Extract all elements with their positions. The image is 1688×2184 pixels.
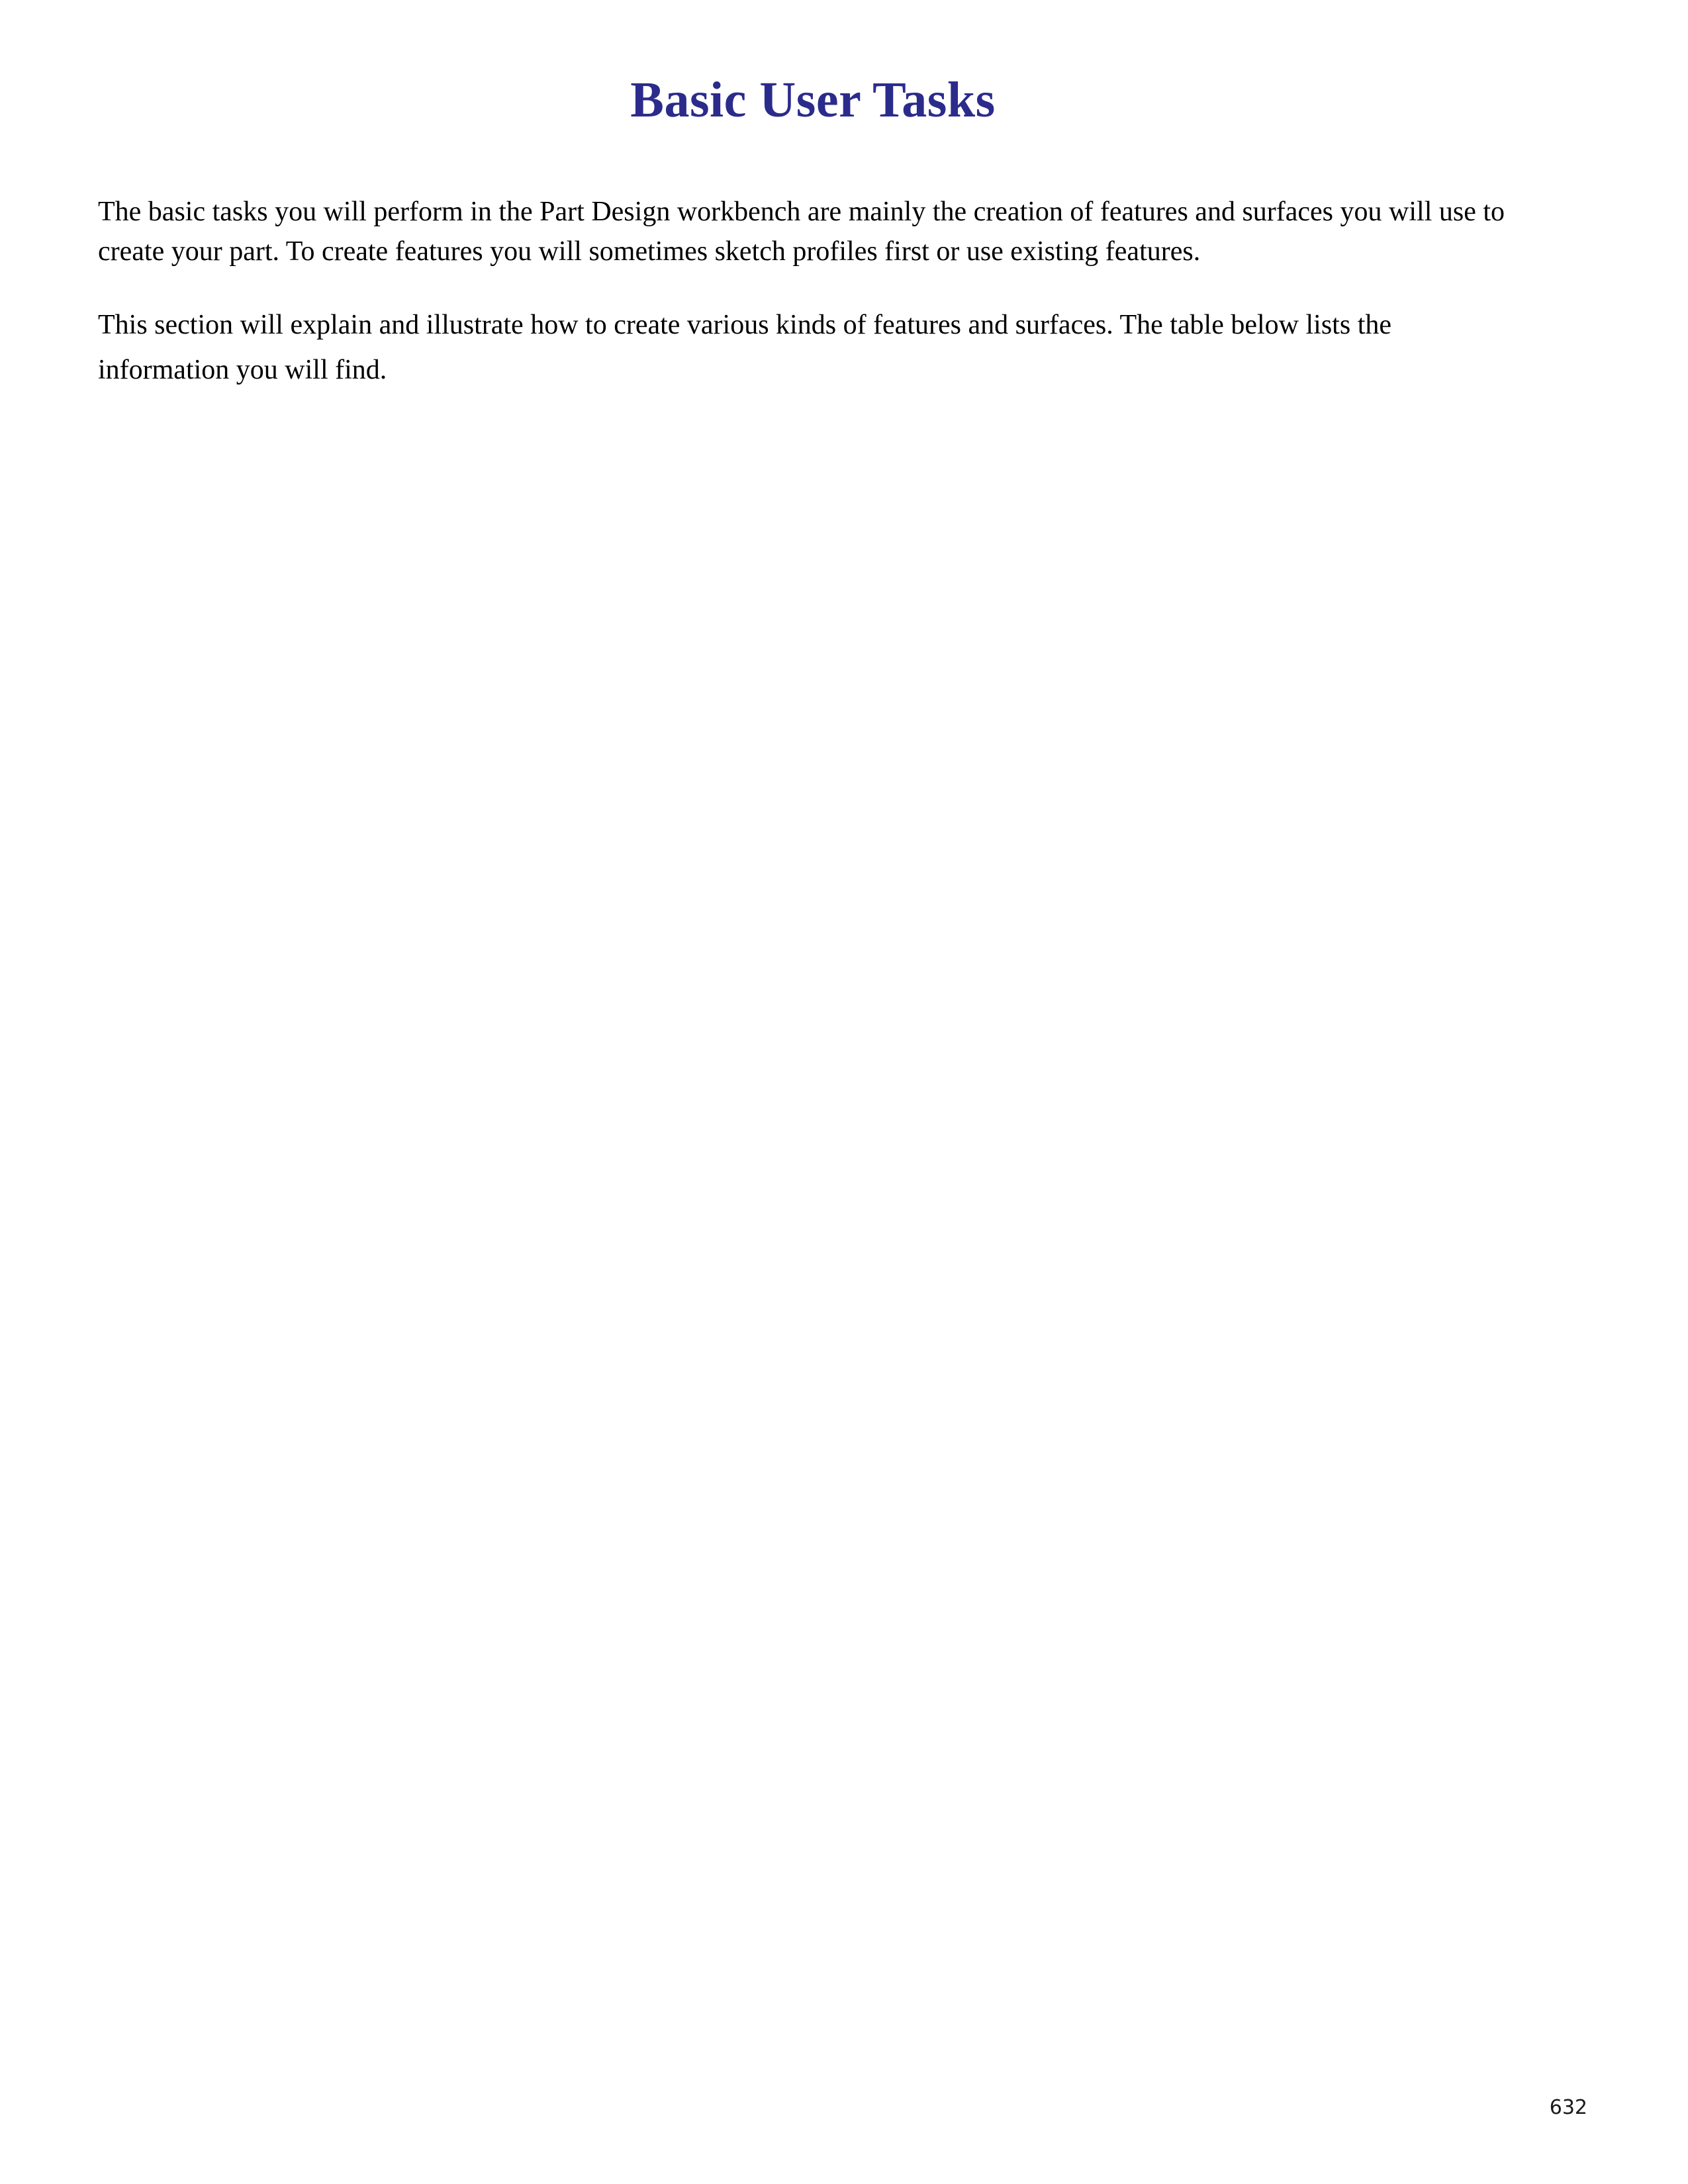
paragraph-1: The basic tasks you will perform in the Part Design workbench are mainly the creation of features and surfaces you will use to create your part. To create features you will sometimes sketch profiles first or use existing features. [98, 196, 1505, 267]
page-title: Basic User Tasks [630, 72, 996, 128]
document-content [98, 73, 1528, 423]
body-text-block [98, 192, 1528, 393]
page-number: 632 [1549, 2096, 1587, 2119]
paragraph-2: This section will explain and illustrate how to create various kinds of features and surfaces. The table below lists the information you will find. [98, 310, 1392, 386]
